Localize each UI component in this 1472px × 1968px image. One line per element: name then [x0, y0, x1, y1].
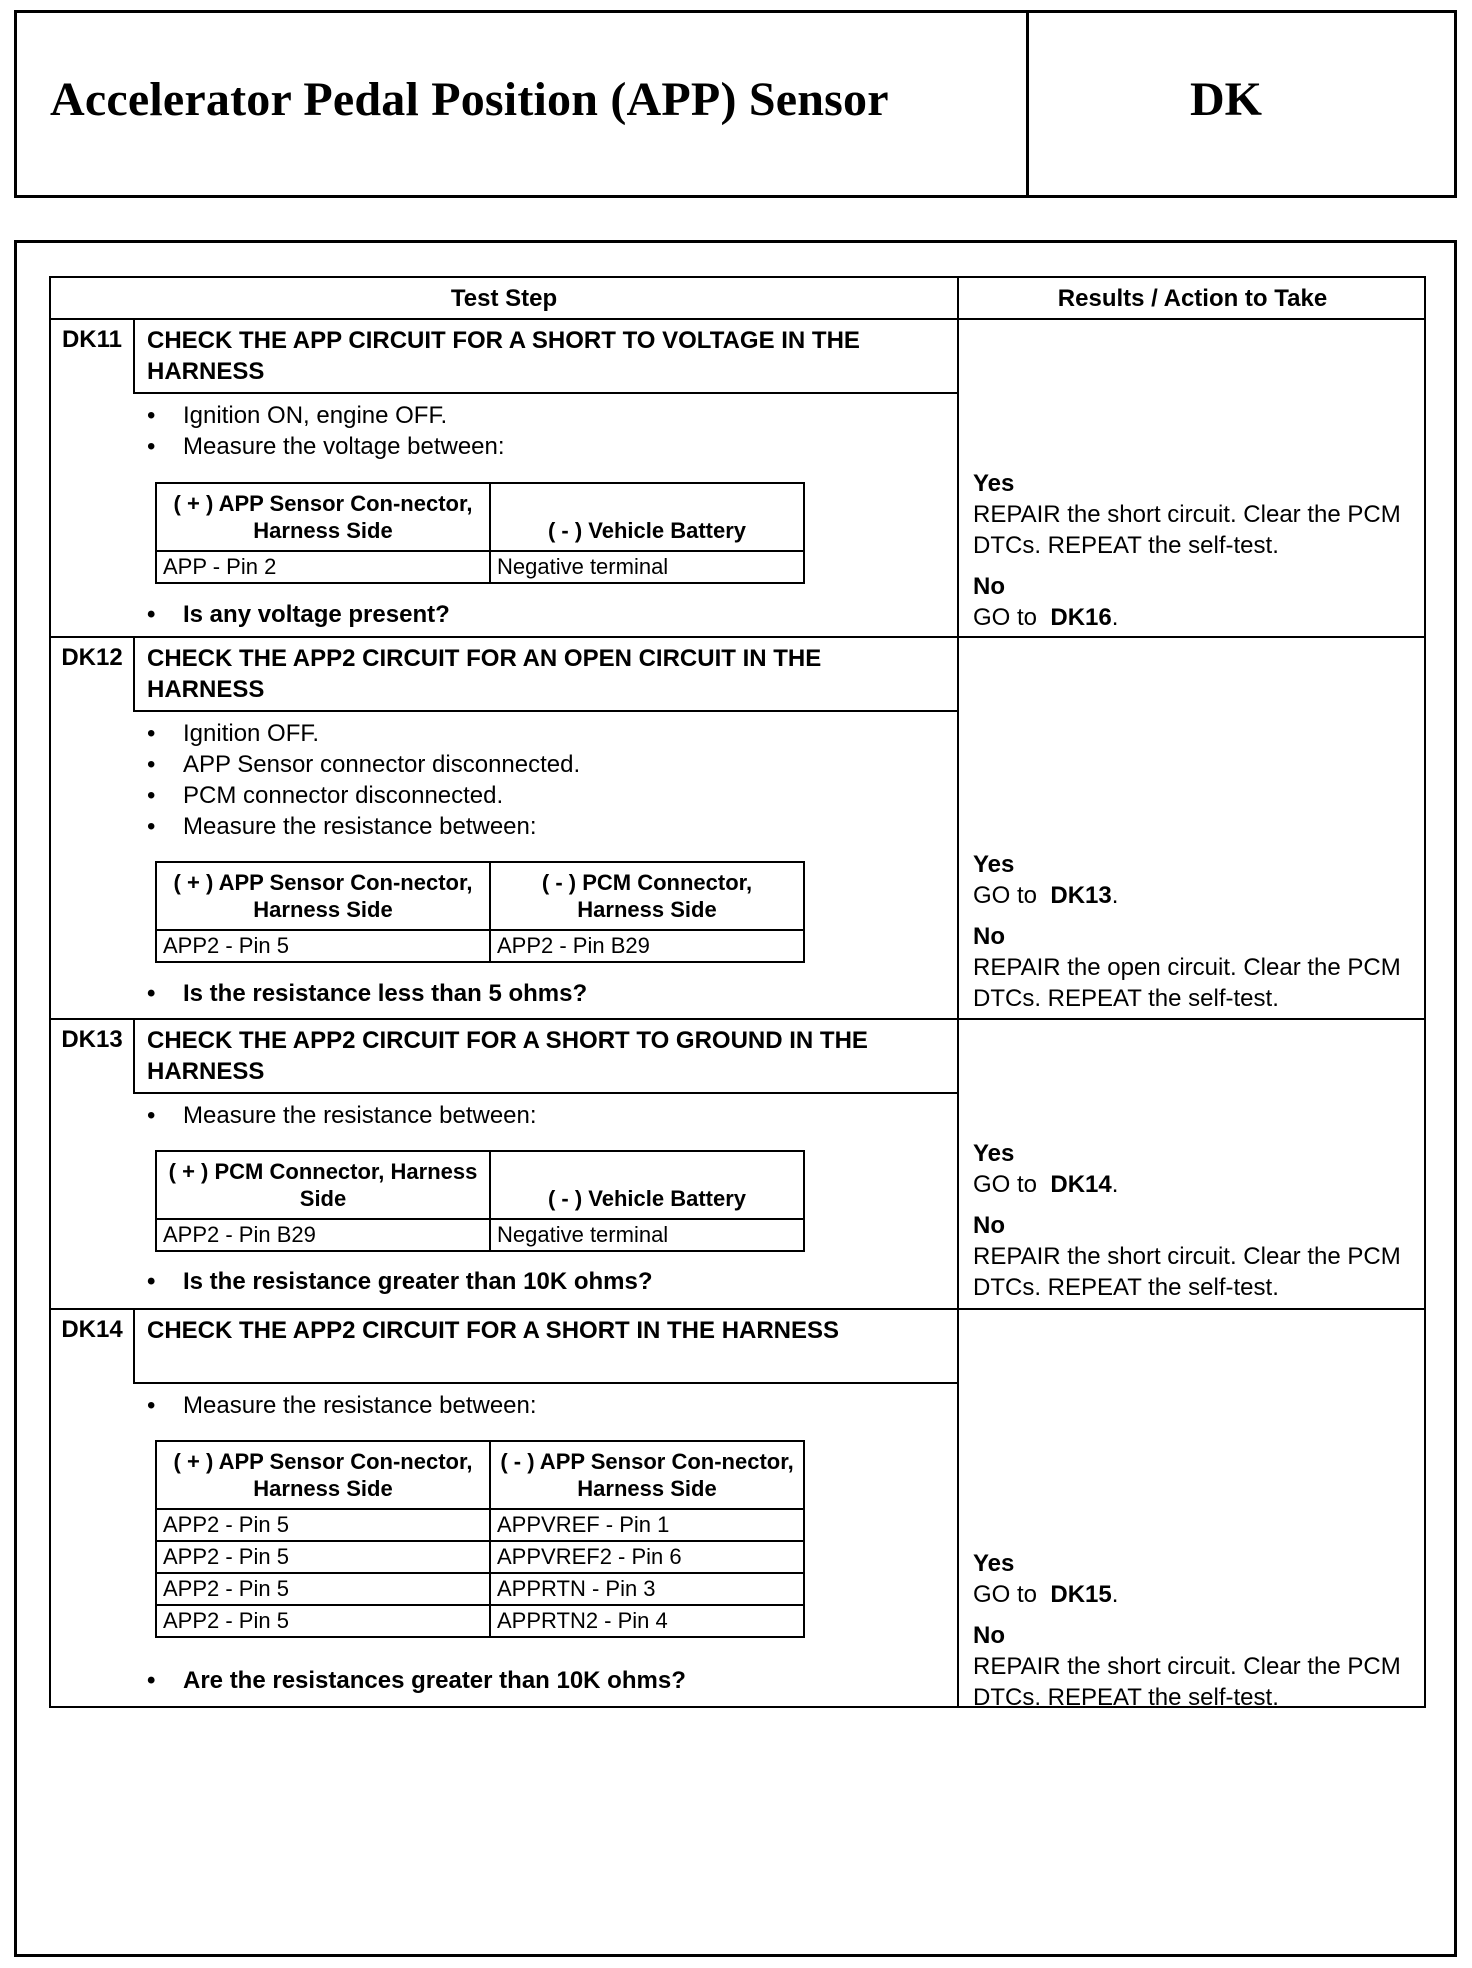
result-yes-label: Yes — [973, 470, 1015, 497]
punct: . — [1111, 882, 1119, 909]
test-step-dk14 — [51, 1310, 1424, 1711]
step-id: DK14 — [61, 1316, 123, 1343]
result-no-label: No — [973, 1212, 1005, 1239]
meas-cell: APP2 - Pin B29 — [156, 1219, 490, 1251]
step-instructions — [143, 1390, 537, 1421]
goto-text: GO to — [973, 604, 1038, 631]
meas-cell: APPVREF - Pin 1 — [490, 1509, 804, 1541]
meas-cell: Negative terminal — [490, 551, 804, 583]
result-no-text: REPAIR the short circuit. Clear the PCM DTCs. REPEAT the self-test. — [973, 1653, 1401, 1711]
step-title: CHECK THE APP CIRCUIT FOR A SHORT TO VOLTAGE IN THE HARNESS — [147, 327, 860, 385]
step-ref-link[interactable]: DK14 — [1050, 1171, 1112, 1198]
instruction-item: • Measure the voltage between: — [143, 431, 505, 462]
meas-cell: APPRTN - Pin 3 — [490, 1573, 804, 1605]
step-result — [973, 468, 1423, 633]
result-no-label: No — [973, 923, 1005, 950]
step-id: DK13 — [61, 1026, 123, 1053]
meas-cell: APP2 - Pin 5 — [156, 1509, 490, 1541]
goto-text: GO to — [973, 882, 1038, 909]
step-id-divider — [133, 1020, 135, 1092]
result-yes-text: REPAIR the short circuit. Clear the PCM DTCs. REPEAT the self-test. — [973, 501, 1401, 559]
step-id-divider — [133, 1310, 135, 1382]
step-title: CHECK THE APP2 CIRCUIT FOR A SHORT IN THE HARNESS — [147, 1317, 840, 1344]
meas-cell: APP2 - Pin 5 — [156, 930, 490, 962]
test-step-dk13 — [51, 1020, 1424, 1308]
instruction-item: • Measure the resistance between: — [143, 1100, 537, 1131]
result-no-label: No — [973, 573, 1005, 600]
page-title: Accelerator Pedal Position (APP) Sensor — [50, 73, 889, 126]
step-id: DK12 — [61, 644, 123, 671]
result-yes-label: Yes — [973, 851, 1015, 878]
punct: . — [1111, 604, 1119, 631]
title-rule — [133, 1092, 957, 1094]
instruction-item: • Measure the resistance between: — [143, 811, 580, 842]
result-no-text — [973, 602, 1423, 633]
meas-head-negative: ( - ) APP Sensor Con-nector, Harness Side — [490, 1441, 804, 1509]
step-title: CHECK THE APP2 CIRCUIT FOR AN OPEN CIRCUIT IN THE HARNESS — [147, 645, 822, 703]
punct: . — [1111, 1581, 1119, 1608]
meas-cell: APPRTN2 - Pin 4 — [490, 1605, 804, 1637]
result-no-text: REPAIR the short circuit. Clear the PCM DTCs. REPEAT the self-test. — [973, 1243, 1401, 1301]
title-rule — [133, 710, 957, 712]
step-ref-link[interactable]: DK16 — [1050, 604, 1112, 631]
result-yes-label: Yes — [973, 1550, 1015, 1577]
step-result — [973, 849, 1423, 1014]
instruction-item: • APP Sensor connector disconnected. — [143, 749, 580, 780]
test-step-dk12 — [51, 638, 1424, 1018]
result-no-text: REPAIR the open circuit. Clear the PCM DTCs. REPEAT the self-test. — [973, 954, 1401, 1012]
step-result — [973, 1548, 1423, 1713]
title-rule — [133, 1382, 957, 1384]
meas-head-positive: ( + ) PCM Connector, Harness Side — [156, 1151, 490, 1219]
instruction-item: • Measure the resistance between: — [143, 1390, 537, 1421]
instruction-item: • Ignition OFF. — [143, 718, 580, 749]
step-instructions — [143, 1100, 537, 1131]
result-yes-text — [973, 880, 1423, 911]
result-yes-text — [973, 1169, 1423, 1200]
step-question: • Is the resistance less than 5 ohms? — [143, 978, 587, 1009]
step-question: • Is any voltage present? — [143, 599, 450, 630]
meas-head-negative: ( - ) Vehicle Battery — [490, 483, 804, 551]
header-test-step: Test Step — [450, 285, 558, 312]
meas-head-negative: ( - ) PCM Connector, Harness Side — [490, 862, 804, 930]
meas-cell: APP - Pin 2 — [156, 551, 490, 583]
step-id-divider — [133, 638, 135, 710]
result-no-label: No — [973, 1622, 1005, 1649]
step-instructions — [143, 400, 505, 462]
meas-cell: APP2 - Pin B29 — [490, 930, 804, 962]
goto-text: GO to — [973, 1171, 1038, 1198]
step-id: DK11 — [61, 326, 123, 353]
result-yes-text — [973, 1579, 1423, 1610]
punct: . — [1111, 1171, 1119, 1198]
title-rule — [133, 392, 957, 394]
step-instructions — [143, 718, 580, 842]
meas-head-positive: ( + ) APP Sensor Con-nector, Harness Side — [156, 1441, 490, 1509]
meas-cell: APP2 - Pin 5 — [156, 1541, 490, 1573]
measurement-table — [155, 1440, 805, 1638]
result-yes-label: Yes — [973, 1140, 1015, 1167]
measurement-table — [155, 1150, 805, 1252]
header-results: Results / Action to Take — [1057, 285, 1328, 312]
step-question: • Is the resistance greater than 10K ohms? — [143, 1266, 653, 1297]
meas-cell: APP2 - Pin 5 — [156, 1605, 490, 1637]
meas-head-positive: ( + ) APP Sensor Con-nector, Harness Side — [156, 483, 490, 551]
measurement-table — [155, 482, 805, 584]
measurement-table — [155, 861, 805, 963]
test-step-dk11 — [51, 320, 1424, 636]
diagnostic-table — [49, 276, 1426, 1711]
step-ref-link[interactable]: DK13 — [1050, 882, 1112, 909]
instruction-item: • PCM connector disconnected. — [143, 780, 580, 811]
meas-cell: APP2 - Pin 5 — [156, 1573, 490, 1605]
goto-text: GO to — [973, 1581, 1038, 1608]
meas-head-positive: ( + ) APP Sensor Con-nector, Harness Side — [156, 862, 490, 930]
step-result — [973, 1138, 1423, 1303]
step-title: CHECK THE APP2 CIRCUIT FOR A SHORT TO GROUND IN THE HARNESS — [147, 1027, 868, 1085]
section-code: DK — [1190, 73, 1262, 126]
meas-head-negative: ( - ) Vehicle Battery — [490, 1151, 804, 1219]
meas-cell: APPVREF2 - Pin 6 — [490, 1541, 804, 1573]
instruction-item: • Ignition ON, engine OFF. — [143, 400, 505, 431]
step-ref-link[interactable]: DK15 — [1050, 1581, 1112, 1608]
meas-cell: Negative terminal — [490, 1219, 804, 1251]
step-question: • Are the resistances greater than 10K ohms? — [143, 1665, 686, 1696]
step-id-divider — [133, 320, 135, 392]
